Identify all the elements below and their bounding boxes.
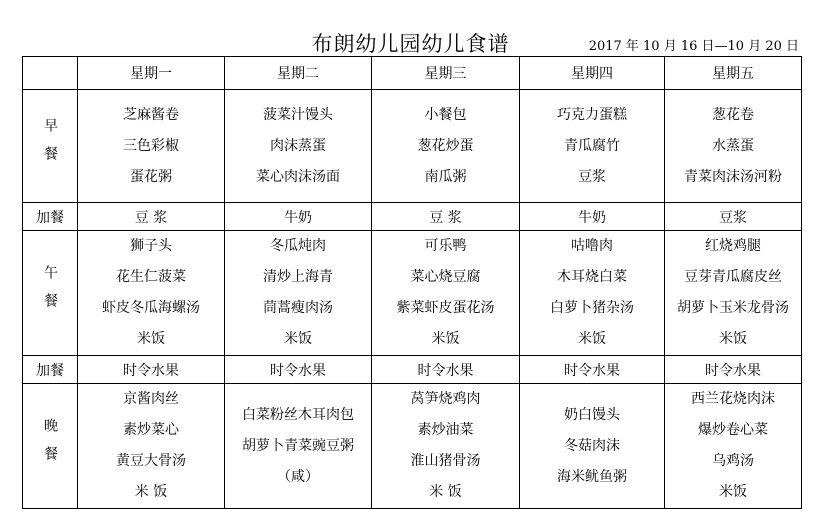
- corner-cell: [23, 57, 78, 90]
- dish: 小餐包: [424, 106, 467, 123]
- menu-cell: [225, 90, 372, 203]
- dish: 奶白馒头: [564, 406, 620, 423]
- dish: 南瓜粥: [424, 168, 467, 185]
- dish: 冬瓜炖肉: [270, 238, 326, 254]
- snack-cell: 时令水果: [520, 356, 665, 384]
- snack-cell: 牛奶: [520, 203, 665, 231]
- dish: 西兰花烧肉沫: [691, 391, 775, 407]
- snack-row: [23, 203, 802, 231]
- dish: 菠菜汁馒头: [263, 106, 333, 123]
- dish: 白菜粉丝木耳肉包: [242, 406, 354, 423]
- page-title: 布朗幼儿园幼儿食谱: [311, 32, 510, 56]
- snack-cell: 豆 浆: [372, 203, 520, 231]
- day-header: 星期四: [520, 57, 665, 90]
- dish: 豆浆: [578, 168, 606, 185]
- menu-cell: [372, 231, 520, 356]
- menu-table: [22, 56, 802, 509]
- menu-cell: [665, 90, 802, 203]
- snack-cell: 时令水果: [78, 356, 225, 384]
- day-header: 星期五: [665, 57, 802, 90]
- day-header: 星期二: [225, 57, 372, 90]
- dish: 米 饭: [134, 484, 168, 500]
- snack-cell: 时令水果: [665, 356, 802, 384]
- menu-cell: [520, 231, 665, 356]
- dish: 素炒菜心: [123, 422, 179, 438]
- menu-cell: [372, 90, 520, 203]
- dish: 蛋花粥: [130, 168, 172, 185]
- dish: 芝麻酱卷: [123, 106, 179, 123]
- lunch-row: [23, 231, 802, 356]
- meal-label: 早餐: [23, 90, 78, 203]
- menu-cell: [520, 90, 665, 203]
- dish: 京酱肉丝: [123, 391, 179, 407]
- dish: 红烧鸡腿: [705, 238, 761, 254]
- dish: 菜心烧豆腐: [410, 269, 481, 285]
- dish: 葱花卷: [712, 106, 754, 123]
- dish: 菜心肉沫汤面: [256, 168, 340, 185]
- dish: 狮子头: [130, 238, 172, 254]
- dish: 水蒸蛋: [712, 137, 754, 154]
- dish: 米饭: [719, 331, 747, 347]
- dish: 米 饭: [429, 484, 462, 500]
- menu-cell: [225, 231, 372, 356]
- dish: （咸）: [277, 468, 319, 485]
- dish: 米饭: [284, 331, 312, 347]
- meal-label: 晚餐: [23, 384, 78, 509]
- dish: 乌鸡汤: [712, 453, 754, 469]
- day-header: 星期一: [78, 57, 225, 90]
- menu-cell: [225, 384, 372, 509]
- dish: 花生仁菠菜: [116, 269, 186, 285]
- snack-row: [23, 356, 802, 384]
- dish: 紫菜虾皮蛋花汤: [396, 300, 495, 316]
- snack-cell: 时令水果: [225, 356, 372, 384]
- snack-cell: 时令水果: [372, 356, 520, 384]
- breakfast-row: [23, 90, 802, 203]
- dish: 胡萝卜青菜豌豆粥: [242, 437, 354, 454]
- dish: 虾皮冬瓜海螺汤: [102, 300, 200, 316]
- dish: 青菜肉沫汤河粉: [684, 168, 782, 185]
- dish: 豆芽青瓜腐皮丝: [684, 269, 782, 285]
- dish: 清炒上海青: [263, 269, 333, 285]
- dish: 米饭: [137, 331, 165, 347]
- dish: 青瓜腐竹: [564, 137, 620, 154]
- dish: 三色彩椒: [123, 137, 179, 154]
- meal-label: 午餐: [23, 231, 78, 356]
- dish: 米饭: [431, 331, 460, 347]
- date-range: 2017 年 10 月 16 日—10 月 20 日: [588, 39, 799, 54]
- dish: 白萝卜猪杂汤: [550, 300, 634, 316]
- dish: 米饭: [719, 484, 747, 500]
- menu-cell: [520, 384, 665, 509]
- dish: 淮山猪骨汤: [410, 453, 481, 469]
- dish: 巧克力蛋糕: [557, 106, 627, 123]
- menu-cell: [665, 231, 802, 356]
- menu-cell: [372, 384, 520, 509]
- dish: 莴笋烧鸡肉: [410, 391, 481, 407]
- snack-cell: 豆 浆: [78, 203, 225, 231]
- menu-cell: [665, 384, 802, 509]
- header-row: [23, 57, 802, 90]
- meal-label: 加餐: [23, 203, 78, 231]
- dish: 米饭: [578, 331, 606, 347]
- menu-cell: [78, 90, 225, 203]
- dish: 茼蒿瘦肉汤: [263, 300, 333, 316]
- dish: 黄豆大骨汤: [116, 453, 186, 469]
- menu-cell: [78, 231, 225, 356]
- dish: 可乐鸭: [424, 238, 467, 254]
- dish: 葱花炒蛋: [417, 137, 474, 154]
- dish: 咕噜肉: [571, 238, 613, 254]
- snack-cell: 豆浆: [665, 203, 802, 231]
- snack-cell: 牛奶: [225, 203, 372, 231]
- dish: 海米鱿鱼粥: [557, 468, 627, 485]
- dish: 肉沫蒸蛋: [270, 137, 326, 154]
- dish: 爆炒卷心菜: [698, 422, 768, 438]
- meal-label: 加餐: [23, 356, 78, 384]
- dish: 胡萝卜玉米龙骨汤: [677, 300, 789, 316]
- day-header: 星期三: [372, 57, 520, 90]
- dish: 木耳烧白菜: [557, 269, 627, 285]
- dinner-row: [23, 384, 802, 509]
- dish: 冬菇肉沫: [564, 437, 620, 454]
- menu-cell: [78, 384, 225, 509]
- dish: 素炒油菜: [417, 422, 474, 438]
